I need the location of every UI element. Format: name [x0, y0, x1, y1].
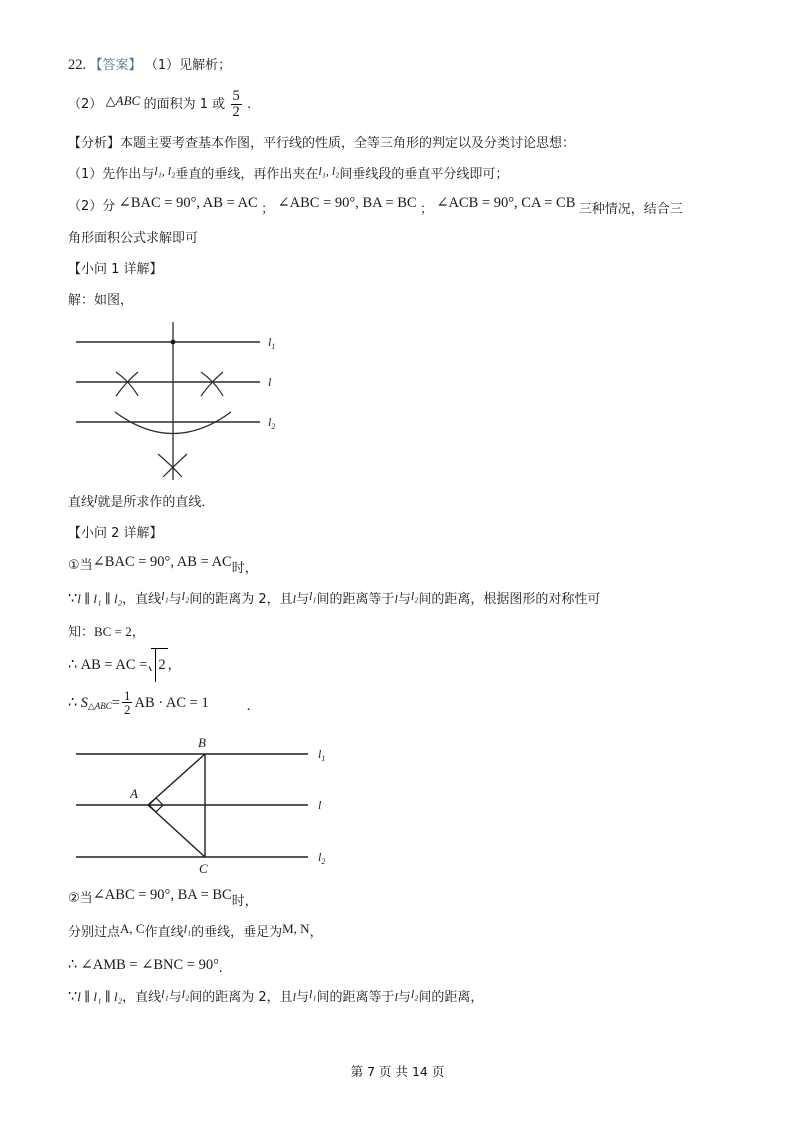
case2-line1-d: ， — [309, 925, 323, 940]
case1-reason-line-1 — [68, 582, 748, 617]
problem-number: 22. — [68, 57, 87, 73]
detail1-conclusion-math: l — [94, 492, 98, 506]
area-half-fraction — [122, 689, 133, 717]
case1-line1-b: ，直线 — [122, 592, 162, 607]
case1-line1-c: 与 — [168, 592, 182, 607]
case2-feet-MN: M, N — [282, 921, 310, 936]
case1-l2-ref-2: l₂ — [410, 589, 419, 603]
case1-area-line — [68, 683, 748, 726]
case2-reason-line — [68, 980, 748, 1015]
case1-condition-line — [68, 549, 748, 582]
case2-suffix: 时， — [231, 894, 258, 909]
analysis-case-2: ∠ABC = 90°, BA = BC — [277, 195, 417, 211]
analysis-item1-c: 间垂线段的垂直平分线即可； — [339, 167, 509, 182]
case2-l2-ref-2: l₂ — [410, 987, 419, 1001]
analysis-intro: 本题主要考查基本作图，平行线的性质，全等三角形的判定以及分类讨论思想： — [120, 136, 576, 151]
sqrt-radicand: 2 — [155, 648, 165, 682]
answer-line-1 — [68, 50, 748, 81]
answer-fraction — [231, 89, 242, 120]
answer-part1-marker: （1） — [144, 58, 180, 73]
detail2-heading-line — [68, 518, 748, 549]
case2-condition-line — [68, 882, 748, 915]
analysis-item1-marker: （1） — [68, 167, 103, 182]
fraction-denominator: 2 — [232, 103, 240, 120]
area-frac-den: 2 — [123, 702, 131, 718]
area-symbol: S — [80, 695, 88, 711]
case2-l-ref-1: l — [292, 990, 296, 1004]
detail1-conclusion — [68, 487, 748, 518]
figure1-label-l: l — [268, 375, 272, 389]
area-frac-num: 1 — [123, 687, 131, 703]
answer-part2-marker: （2） — [68, 97, 103, 112]
case2-line3-c: 与 — [168, 990, 182, 1005]
case2-line3-b: ，直线 — [122, 990, 162, 1005]
case1-l1-ref-1: l₁ — [161, 589, 169, 603]
case1-ab-ac-eq: AB = AC = — [80, 657, 148, 673]
document-content — [68, 50, 748, 1015]
arc-bottom-2 — [163, 454, 187, 477]
detail1-conclusion-b: 就是所求作的直线． — [97, 495, 215, 510]
case2-condition: ∠ABC = 90°, BA = BC — [92, 887, 232, 903]
case1-parallel-math: l ∥ l₁ ∥ l₂ — [77, 591, 123, 606]
analysis-item2-a: 分 — [102, 199, 116, 214]
figure2-label-l1: $l_1$ — [318, 747, 326, 763]
case1-therefore-2: ∴ — [68, 695, 78, 711]
analysis-item-1 — [68, 159, 748, 190]
analysis-item1-math1: l₁, l₂ — [154, 164, 176, 178]
answer-line-2 — [68, 81, 748, 128]
analysis-heading: 【分析】 — [68, 136, 121, 151]
case1-because-symbol: ∵ — [68, 591, 78, 607]
case1-marker: ①当 — [68, 558, 93, 573]
case1-reason-line-3 — [68, 648, 748, 683]
analysis-item1-b: 垂直的垂线，再作出夹在 — [175, 167, 319, 182]
detail1-heading: 【小问 1 详解】 — [68, 262, 163, 277]
case2-marker: ②当 — [68, 891, 93, 906]
case2-because-symbol: ∵ — [68, 989, 78, 1005]
figure2-label-l2: $l_2$ — [318, 850, 326, 866]
case1-line2-b: ， — [131, 625, 145, 640]
figure-construction — [68, 320, 748, 485]
case1-line1-d: 间的距离为 2，且 — [189, 592, 293, 607]
case2-points-AC: A, C — [120, 921, 145, 936]
answer-label: 【答案】 — [89, 58, 142, 73]
case2-l2-ref: l₂ — [181, 987, 190, 1001]
analysis-sep-2: ； — [419, 202, 433, 217]
area-expression: AB · AC = 1 — [134, 695, 209, 711]
vertex-label-A: A — [130, 786, 138, 801]
case1-therefore-1: ∴ — [68, 657, 78, 673]
case2-period: . — [218, 960, 223, 976]
analysis-item2-c: 角形面积公式求解即可 — [68, 231, 199, 246]
segment-AC — [148, 805, 205, 857]
analysis-item-2-cont — [68, 223, 748, 254]
case2-line3-g: 与 — [397, 990, 411, 1005]
area-period: . — [246, 698, 251, 714]
answer-part1-text: 见解析； — [179, 58, 232, 73]
case1-l-ref-2: l — [394, 592, 398, 606]
analysis-case-3: ∠ACB = 90°, CA = CB — [436, 195, 576, 211]
case1-line1-f: 间的距离等于 — [316, 592, 395, 607]
page-footer: 第 7 页 共 14 页 — [350, 1064, 445, 1079]
case2-construction-line — [68, 915, 748, 950]
segment-AB — [148, 754, 205, 805]
answer-part2-text-before: 的面积为 1 或 — [143, 97, 226, 112]
detail1-heading-line — [68, 254, 748, 285]
vertex-label-C: C — [199, 861, 208, 876]
area-equals: = — [111, 695, 120, 711]
construction-point — [171, 340, 176, 345]
case1-condition: ∠BAC = 90°, AB = AC — [92, 554, 232, 570]
fraction-numerator: 5 — [232, 87, 240, 104]
answer-part2-text-after: . — [247, 97, 252, 112]
case1-bc-value: BC = 2 — [94, 624, 132, 639]
vertex-label-B: B — [198, 735, 206, 750]
figure-triangle — [68, 732, 748, 880]
case1-suffix: 时， — [231, 561, 258, 576]
case2-l1-ref-2: l₁ — [161, 987, 169, 1001]
case2-l1-ref-3: l₁ — [308, 987, 317, 1001]
analysis-item1-math2: l₁, l₂ — [318, 164, 340, 178]
detail1-conclusion-a: 直线 — [68, 495, 95, 510]
case2-l1-ref: l₁ — [183, 922, 192, 936]
case2-line3-h: 间的距离， — [418, 990, 484, 1005]
case1-line1-e: 与 — [295, 592, 309, 607]
case2-line1-c: 的垂线，垂足为 — [191, 925, 283, 940]
sqrt-radical — [147, 648, 167, 682]
case2-line1-b: 作直线 — [144, 925, 184, 940]
case2-line3-d: 间的距离为 2，且 — [189, 990, 293, 1005]
figure2-label-l: l — [318, 798, 322, 812]
case1-line2-a: 知： — [68, 625, 95, 640]
case1-reason-line-2 — [68, 617, 748, 648]
case1-line3-b: ， — [167, 658, 181, 673]
analysis-sep-1: ； — [261, 202, 275, 217]
case2-angle-equation: ∠AMB = ∠BNC = 90° — [80, 957, 219, 973]
case2-angle-line — [68, 950, 748, 980]
case2-therefore: ∴ — [68, 957, 78, 973]
arc-bottom-1 — [158, 454, 182, 477]
case2-line3-f: 间的距离等于 — [316, 990, 395, 1005]
case1-l2-ref-1: l₂ — [181, 589, 190, 603]
analysis-item2-b: 三种情况，结合三 — [578, 202, 683, 217]
case1-l1-ref-2: l₁ — [308, 589, 317, 603]
analysis-heading-line — [68, 128, 748, 159]
figure-construction-svg — [68, 320, 298, 485]
area-subscript: △ABC — [87, 701, 112, 711]
detail1-intro-line — [68, 285, 748, 316]
detail1-solution-intro: 解：如图， — [68, 293, 134, 308]
figure1-label-l1: $l_1$ — [268, 335, 276, 351]
case2-line3-e: 与 — [295, 990, 309, 1005]
triangle-abc-symbol: △ABC — [105, 93, 141, 108]
arc-left-2 — [116, 372, 138, 396]
case1-line1-h: 间的距离，根据图形的对称性可 — [418, 592, 601, 607]
figure1-label-l2: $l_2$ — [268, 415, 276, 431]
case2-l-ref-2: l — [394, 990, 398, 1004]
analysis-item1-a: 先作出与 — [102, 167, 155, 182]
analysis-case-1: ∠BAC = 90°, AB = AC — [118, 195, 258, 211]
case2-line1-a: 分别过点 — [68, 925, 121, 940]
analysis-item2-marker: （2） — [68, 199, 103, 214]
case1-line1-g: 与 — [397, 592, 411, 607]
figure-triangle-svg — [68, 732, 358, 880]
arc-right-2 — [201, 372, 223, 396]
case2-parallel-math: l ∥ l₁ ∥ l₂ — [77, 989, 123, 1004]
case1-l-ref-1: l — [292, 592, 296, 606]
analysis-item-2 — [68, 190, 748, 223]
detail2-heading: 【小问 2 详解】 — [68, 526, 163, 541]
